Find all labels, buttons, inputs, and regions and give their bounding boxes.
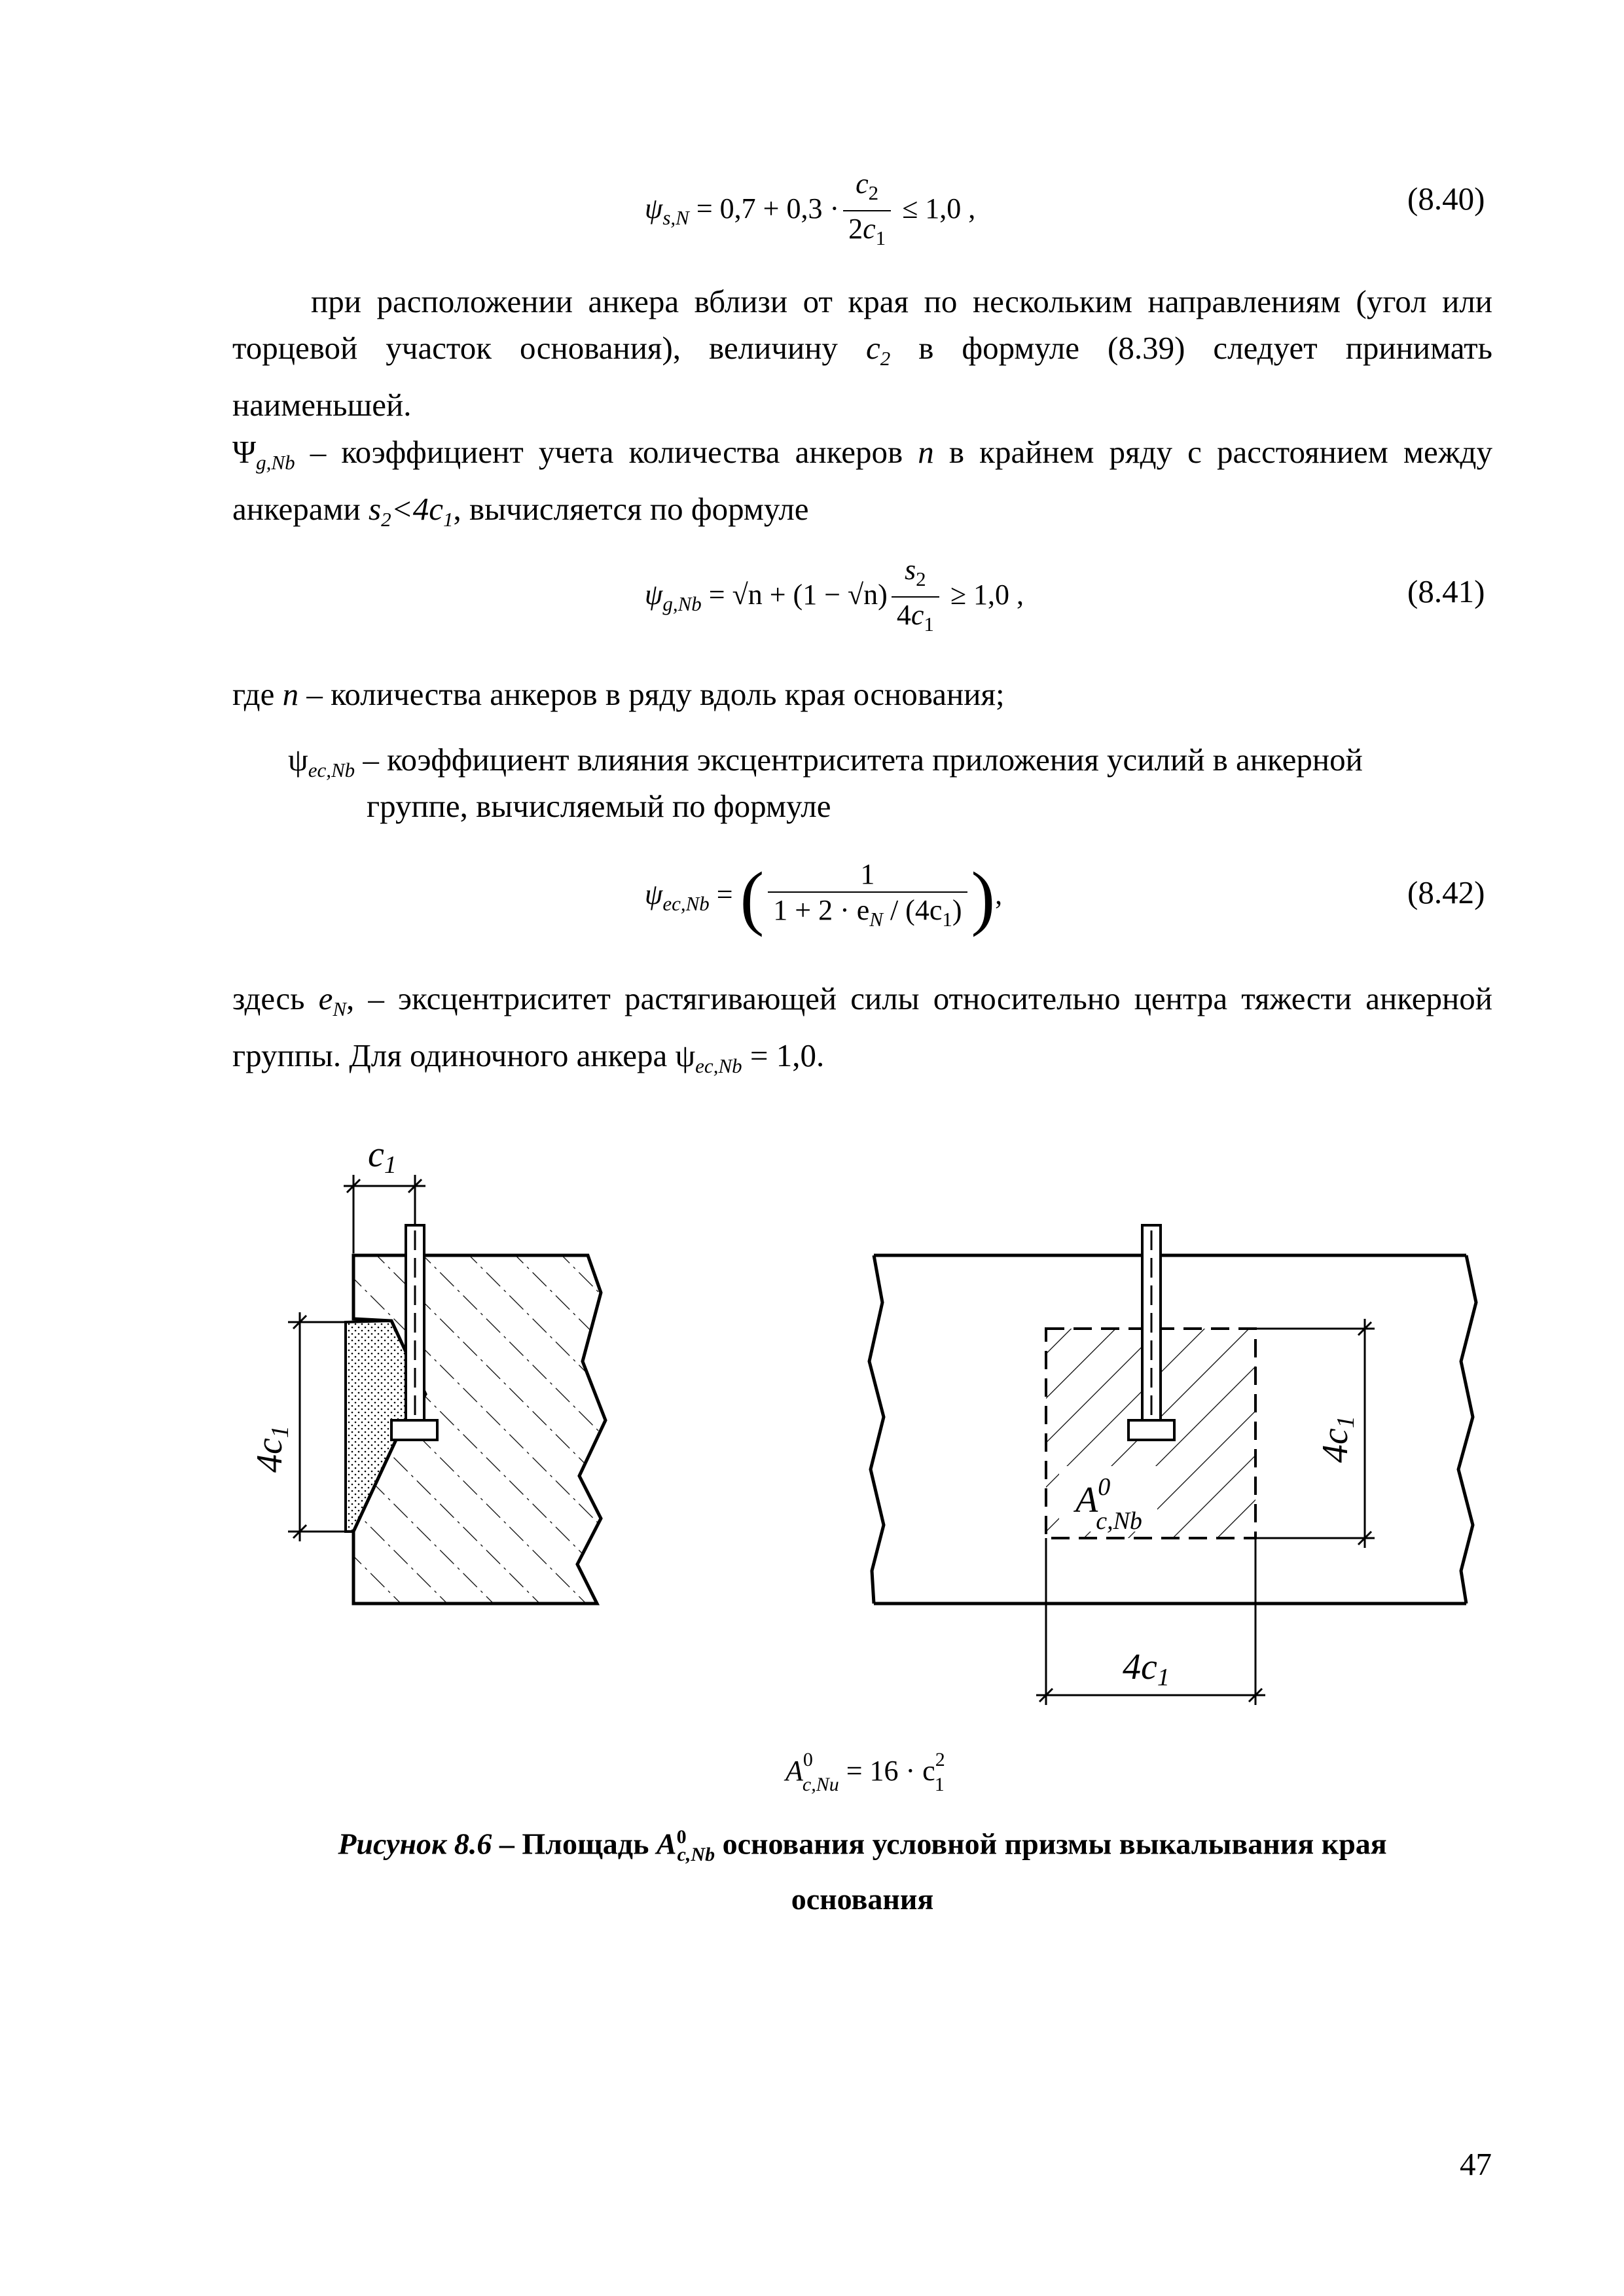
formula-subscript: g,Nb: [662, 592, 702, 616]
fraction-numerator: 1: [768, 857, 967, 893]
paragraph-text: , вычисляется по формуле: [453, 491, 809, 527]
formula-subscript: ec,Nb: [662, 892, 710, 916]
symbol-subscript: ec,Nb: [308, 759, 355, 781]
symbol-e: e: [318, 980, 333, 1016]
paragraph-text: где: [232, 676, 283, 712]
paragraph-text: – коэффициент влияния эксцентриситета приложения усилий в анкерной: [355, 742, 1363, 778]
caption-superscript: 0: [676, 1826, 687, 1848]
paragraph-text: – количества анкеров в ряду вдоль края основания;: [298, 676, 1005, 712]
formula-rhs: ≤ 1,0 ,: [895, 192, 976, 225]
label-area-acnb: $A^0$ c,Nb: [1075, 1473, 1142, 1535]
equation-number-8-40: (8.40): [1407, 181, 1485, 217]
formula-subscript: N: [869, 908, 883, 931]
formula-subscript: 2: [916, 567, 926, 590]
equation-number-8-41: (8.41): [1407, 573, 1485, 609]
formula-term: = √n + (1 − √n): [701, 579, 888, 611]
symbol-n: n: [918, 434, 934, 470]
paragraph-text: , – эксцентриситет растягивающей силы относительно центра тяжести анкерной группы. Для одиночного анкера: [232, 980, 1493, 1073]
caption-subscript: c,Nb: [677, 1843, 715, 1865]
caption-text: основания: [791, 1882, 934, 1916]
fraction-denominator-c: c: [863, 213, 876, 245]
page-number: 47: [1460, 2146, 1492, 2182]
psi-symbol: ψ: [645, 192, 663, 225]
formula-subscript: 1: [924, 613, 934, 636]
symbol-subscript: 2: [381, 508, 391, 531]
fraction-denominator-c: c: [911, 599, 924, 631]
fraction-denominator: 1 + 2 · e: [773, 894, 870, 926]
caption-text: – Площадь: [492, 1827, 657, 1861]
anchor-head-left: [391, 1420, 437, 1440]
paren-left: (: [740, 857, 765, 937]
equation-number-8-42: (8.42): [1407, 874, 1485, 910]
anchor-head-right: [1128, 1420, 1174, 1440]
symbol-subscript: ec,Nb: [695, 1054, 742, 1077]
paren-right: ): [971, 857, 996, 937]
caption-lead: Рисунок 8.6: [338, 1827, 492, 1861]
formula-rhs: ,: [995, 878, 1003, 911]
formula-subscript: s,N: [662, 206, 689, 230]
paragraph-text: при расположении анкера вблизи от края по нескольким направлениям (угол или торцевой участок основания), величину: [232, 283, 1492, 366]
fraction-denominator-close: ): [952, 894, 962, 926]
label-4c1-right-vertical: 4c1: [1315, 1416, 1360, 1463]
paragraph-text: здесь: [232, 980, 319, 1016]
formula-term: =: [709, 878, 740, 911]
fraction-denominator: 4: [896, 599, 911, 631]
label-c1-left: c1: [368, 1134, 397, 1179]
psi-symbol: ψ: [288, 742, 308, 778]
figure-formula: $A^0$ $c,Nu = 16 \cdot c^2$ 1: [785, 1749, 945, 1795]
formula-rhs: ≥ 1,0 ,: [943, 579, 1024, 611]
paragraph-text: в формуле (8.39) следует принимать наименьшей.: [232, 330, 1492, 423]
psi-symbol: Ψ: [232, 434, 257, 470]
symbol-n: n: [282, 676, 299, 712]
symbol-subscript: 1: [442, 508, 454, 531]
formula-term: = 0,7 + 0,3 ·: [689, 192, 840, 225]
right-plan-drawing: [869, 1225, 1476, 1705]
paragraph-text: группе, вычисляемый по формуле: [367, 788, 831, 824]
symbol-subscript: 2: [880, 347, 891, 370]
symbol-subscript: N: [333, 997, 347, 1020]
left-section-drawing: [249, 1134, 605, 1604]
formula-subscript: 2: [868, 181, 879, 204]
psi-symbol: ψ: [675, 1037, 696, 1073]
fraction-numerator: s: [905, 554, 916, 586]
paragraph-text: в крайнем ряду с расстоянием между анкерами: [232, 434, 1492, 527]
fraction-denominator-tail: / (4c: [882, 894, 943, 926]
figure-caption-line2: [232, 1882, 1492, 1916]
label-4c1-right-horizontal: 4c1: [1123, 1647, 1170, 1691]
psi-symbol: ψ: [645, 579, 663, 611]
fraction-denominator: 2: [848, 213, 863, 245]
paragraph-text: = 1,0.: [742, 1037, 825, 1073]
paragraph-text: – коэффициент учета количества анкеров: [295, 434, 918, 470]
caption-text: основания условной призмы выкалывания края: [715, 1827, 1387, 1861]
symbol-4c: <4c: [391, 491, 443, 527]
formula-subscript: 1: [875, 226, 886, 249]
symbol-c: c: [865, 330, 880, 366]
psi-symbol: ψ: [645, 878, 663, 911]
label-4c1-left: 4c1: [249, 1426, 294, 1473]
caption-symbol-a: A: [656, 1827, 677, 1861]
formula-subscript: 1: [942, 908, 952, 931]
fraction-numerator: c: [856, 168, 869, 200]
figure-caption: [232, 1826, 1492, 1866]
symbol-s: s: [369, 491, 382, 527]
symbol-subscript: g,Nb: [256, 451, 295, 474]
